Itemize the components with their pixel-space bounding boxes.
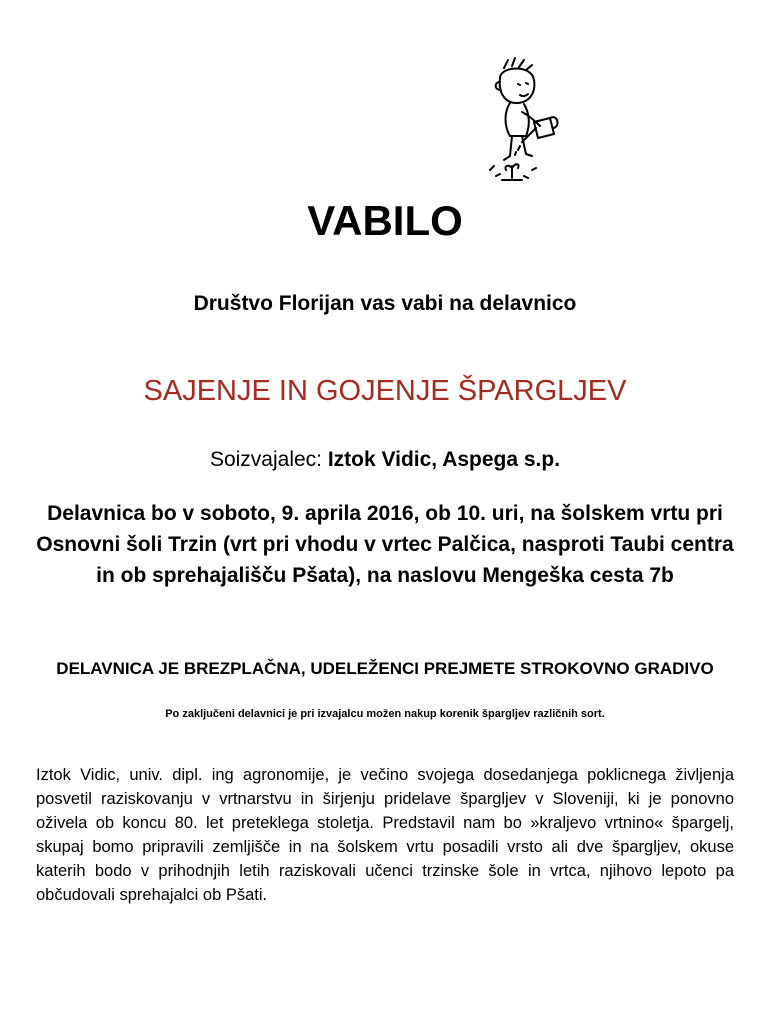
coorganizer-name: Iztok Vidic, Aspega s.p. — [327, 448, 561, 471]
workshop-details: Delavnica bo v soboto, 9. aprila 2016, ob 10. uri, na šolskem vrtu pri Osnovni šoli Trzin (vrt pri vhodu v vrtec Palčica, nasproti Taubi centra in ob sprehajališču Pšata), na naslovu Mengeška cesta 7b — [36, 502, 734, 587]
workshop-title: SAJENJE IN GOJENJE ŠPARGLJEV — [143, 375, 627, 407]
coorganizer-line — [0, 446, 770, 474]
page-title: VABILO — [307, 197, 463, 244]
coorganizer-label: Soizvajalec: — [209, 448, 328, 471]
boy-watering-plant-icon — [482, 56, 562, 184]
free-notice: DELAVNICA JE BREZPLAČNA, UDELEŽENCI PREJMETE STROKOVNO GRADIVO — [56, 659, 714, 678]
description-paragraph: Iztok Vidic, univ. dipl. ing agronomije, je večino svojega dosedanjega poklicnega življenja posvetil raziskovanju v vrtnarstvu in širjenju pridelave špargljev v Sloveniji, ki je ponovno oživela ob koncu 80. let preteklega stoletja. Predstavil nam bo »kraljevo vrtnino« špargelj, skupaj bomo pripravili zemljišče in na šolskem vrtu posadili vrsto ali dve špargljev, okuse katerih bodo v prihodnjih letih raziskovali učenci trzinske šole in vrtca, njihovo lepoto pa občudovali sprehajalci ob Pšati. — [36, 766, 734, 904]
invitation-subtitle: Društvo Florijan vas vabi na delavnico — [193, 292, 577, 315]
purchase-note: Po zaključeni delavnici je pri izvajalcu možen nakup korenik špargljev različnih sort. — [165, 708, 605, 720]
